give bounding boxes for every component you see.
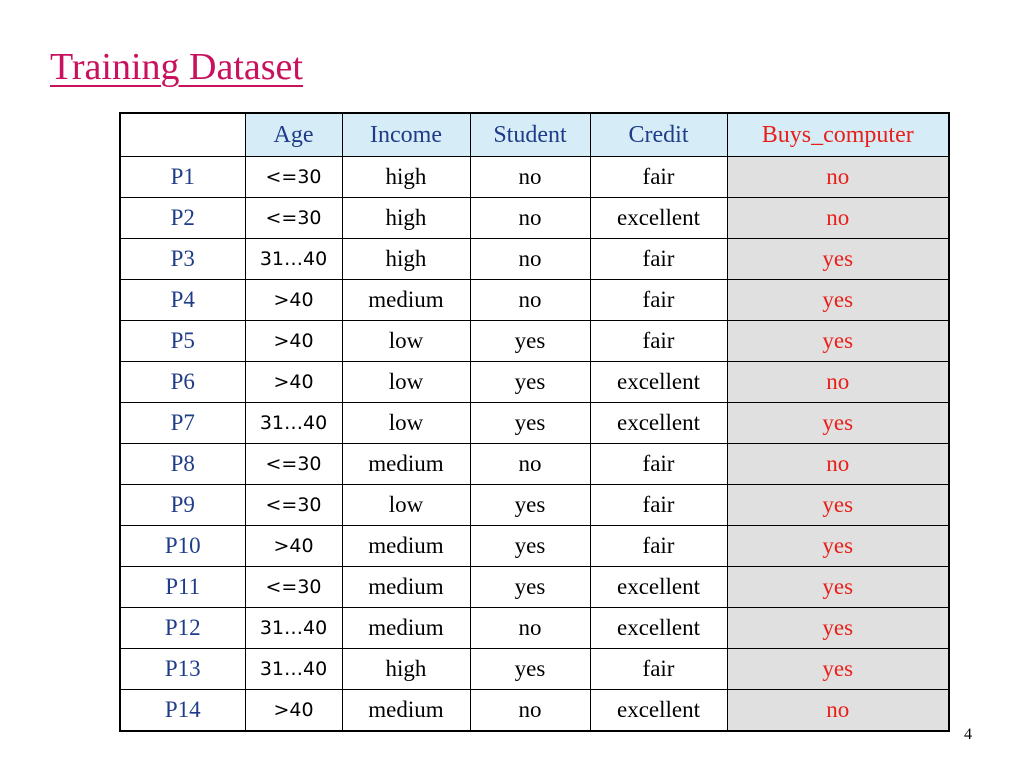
header-income: Income [342, 113, 470, 157]
cell-buys-computer: no [727, 157, 949, 198]
header-age: Age [245, 113, 342, 157]
cell-student: no [470, 198, 590, 239]
table-row [120, 485, 949, 526]
cell-buys-computer: yes [727, 608, 949, 649]
cell-buys-computer: yes [727, 526, 949, 567]
table-row [120, 362, 949, 403]
cell-student: yes [470, 403, 590, 444]
cell-income: high [342, 239, 470, 280]
cell-income: medium [342, 608, 470, 649]
cell-income: low [342, 485, 470, 526]
cell-buys-computer: yes [727, 239, 949, 280]
table-row [120, 403, 949, 444]
cell-age: >40 [245, 321, 342, 362]
cell-credit: excellent [590, 567, 727, 608]
cell-age: >40 [245, 280, 342, 321]
cell-person-id: P14 [120, 690, 245, 732]
cell-student: no [470, 280, 590, 321]
cell-student: yes [470, 362, 590, 403]
table-row [120, 526, 949, 567]
cell-student: no [470, 239, 590, 280]
cell-income: medium [342, 567, 470, 608]
table-row [120, 280, 949, 321]
cell-income: low [342, 321, 470, 362]
cell-age: 31…40 [245, 403, 342, 444]
cell-person-id: P5 [120, 321, 245, 362]
table-row [120, 239, 949, 280]
table-body [120, 157, 949, 732]
cell-credit: fair [590, 239, 727, 280]
cell-student: yes [470, 321, 590, 362]
cell-credit: fair [590, 485, 727, 526]
cell-buys-computer: no [727, 444, 949, 485]
cell-credit: fair [590, 649, 727, 690]
cell-person-id: P1 [120, 157, 245, 198]
cell-income: high [342, 198, 470, 239]
cell-person-id: P13 [120, 649, 245, 690]
cell-credit: fair [590, 157, 727, 198]
cell-age: <=30 [245, 444, 342, 485]
header-buys-computer: Buys_computer [727, 113, 949, 157]
cell-income: medium [342, 690, 470, 732]
cell-student: no [470, 608, 590, 649]
cell-age: <=30 [245, 485, 342, 526]
table-row [120, 690, 949, 732]
cell-income: high [342, 157, 470, 198]
cell-buys-computer: no [727, 690, 949, 732]
cell-income: medium [342, 526, 470, 567]
cell-person-id: P11 [120, 567, 245, 608]
cell-age: >40 [245, 526, 342, 567]
cell-credit: excellent [590, 198, 727, 239]
cell-age: <=30 [245, 157, 342, 198]
cell-student: yes [470, 485, 590, 526]
table-row [120, 444, 949, 485]
cell-income: high [342, 649, 470, 690]
page-number: 4 [964, 726, 972, 743]
header-student: Student [470, 113, 590, 157]
cell-student: yes [470, 526, 590, 567]
cell-person-id: P2 [120, 198, 245, 239]
cell-credit: fair [590, 444, 727, 485]
cell-person-id: P3 [120, 239, 245, 280]
table-header-row [120, 113, 949, 157]
cell-buys-computer: no [727, 198, 949, 239]
cell-buys-computer: yes [727, 649, 949, 690]
cell-credit: excellent [590, 608, 727, 649]
cell-income: medium [342, 280, 470, 321]
cell-person-id: P9 [120, 485, 245, 526]
cell-person-id: P7 [120, 403, 245, 444]
cell-student: no [470, 157, 590, 198]
cell-student: yes [470, 567, 590, 608]
cell-buys-computer: yes [727, 321, 949, 362]
table-row [120, 321, 949, 362]
cell-age: >40 [245, 362, 342, 403]
cell-buys-computer: no [727, 362, 949, 403]
cell-age: 31…40 [245, 649, 342, 690]
cell-income: low [342, 362, 470, 403]
header-credit: Credit [590, 113, 727, 157]
cell-person-id: P12 [120, 608, 245, 649]
cell-credit: fair [590, 321, 727, 362]
header-empty-cell [120, 113, 245, 157]
cell-buys-computer: yes [727, 567, 949, 608]
cell-person-id: P4 [120, 280, 245, 321]
cell-credit: fair [590, 526, 727, 567]
slide-title: Training Dataset [50, 46, 303, 88]
table-row [120, 567, 949, 608]
cell-income: medium [342, 444, 470, 485]
table-row [120, 198, 949, 239]
cell-credit: fair [590, 280, 727, 321]
cell-age: 31…40 [245, 608, 342, 649]
cell-income: low [342, 403, 470, 444]
cell-age: <=30 [245, 198, 342, 239]
cell-credit: excellent [590, 362, 727, 403]
cell-person-id: P6 [120, 362, 245, 403]
training-dataset-table [119, 112, 950, 732]
cell-buys-computer: yes [727, 485, 949, 526]
table-row [120, 157, 949, 198]
cell-credit: excellent [590, 690, 727, 732]
cell-student: no [470, 690, 590, 732]
table-row [120, 608, 949, 649]
cell-student: no [470, 444, 590, 485]
cell-credit: excellent [590, 403, 727, 444]
cell-buys-computer: yes [727, 280, 949, 321]
table-row [120, 649, 949, 690]
cell-age: 31…40 [245, 239, 342, 280]
cell-person-id: P8 [120, 444, 245, 485]
cell-person-id: P10 [120, 526, 245, 567]
cell-age: <=30 [245, 567, 342, 608]
cell-student: yes [470, 649, 590, 690]
cell-buys-computer: yes [727, 403, 949, 444]
cell-age: >40 [245, 690, 342, 732]
